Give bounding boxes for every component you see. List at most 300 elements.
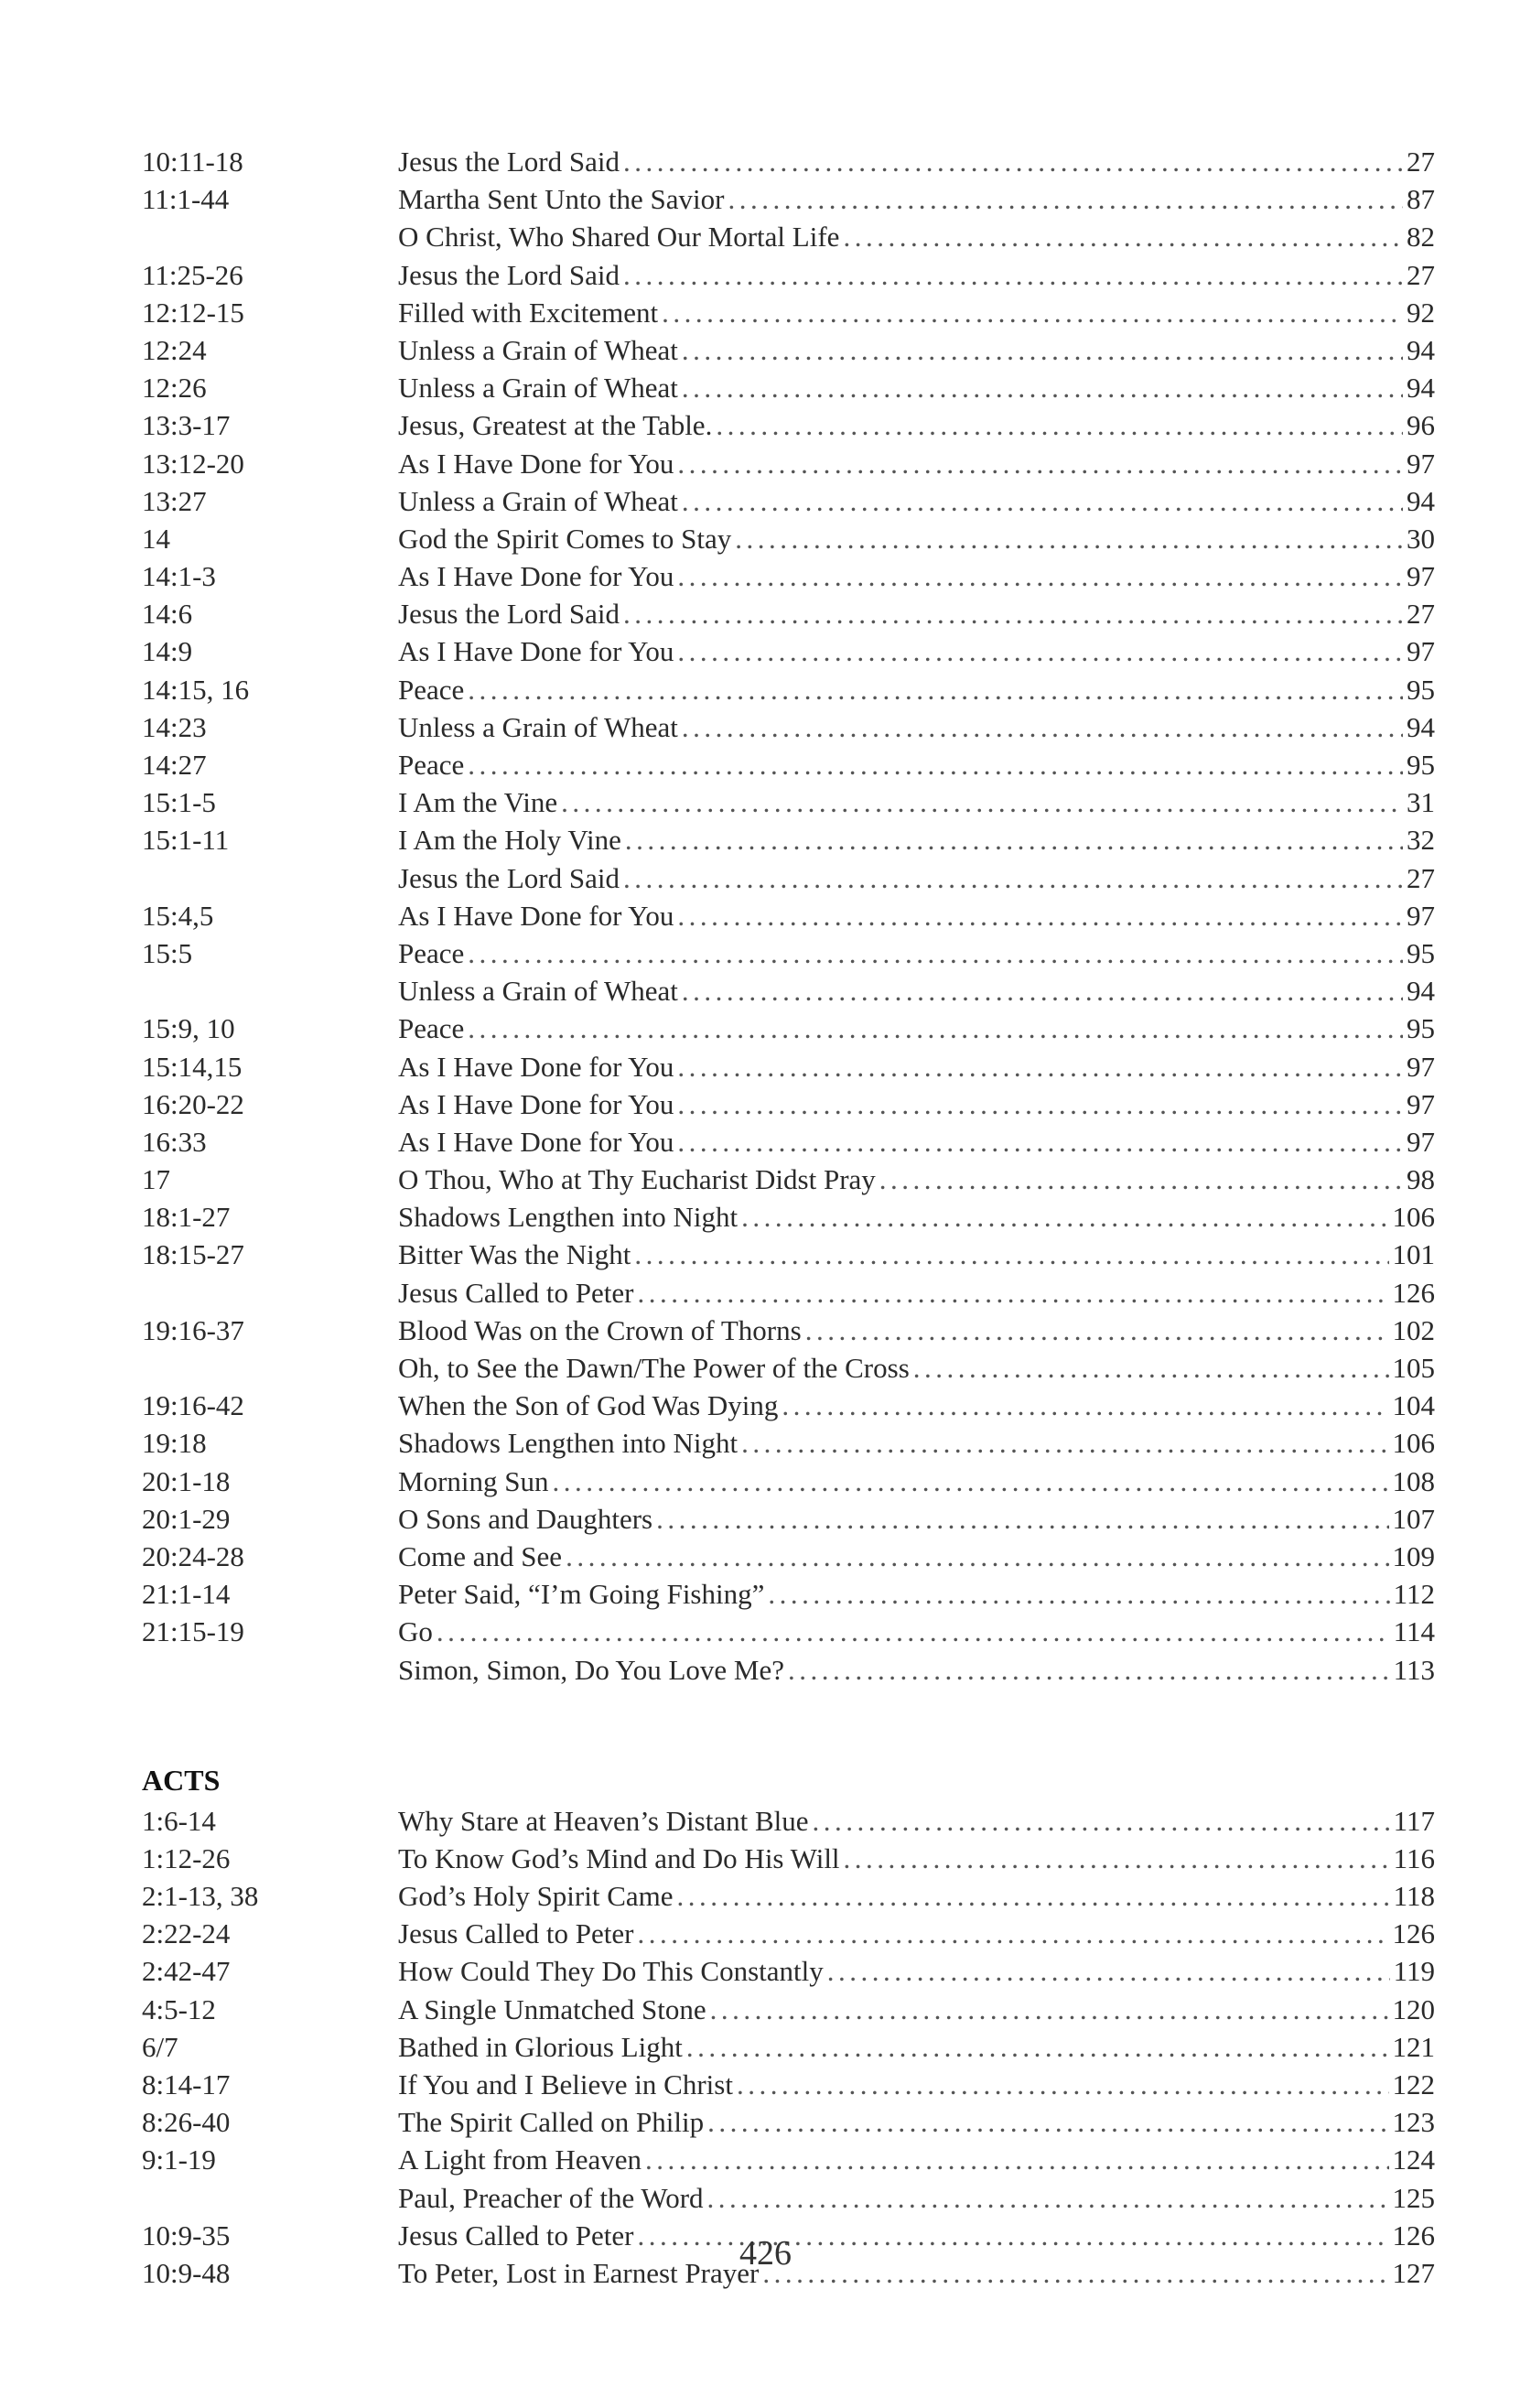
dot-leader: [843, 218, 1403, 255]
scripture-reference: 2:22-24: [142, 1917, 231, 1950]
hymn-entry: [398, 445, 1435, 482]
hymn-title: Jesus Called to Peter: [398, 2219, 634, 2251]
scripture-reference: 1:6-14: [142, 1804, 216, 1837]
hymn-title: I Am the Holy Vine: [398, 824, 621, 857]
hymn-title: Peace: [398, 1012, 465, 1045]
hymn-entry: [398, 520, 1435, 557]
hymn-entry: [398, 2179, 1435, 2217]
scripture-reference: 17: [142, 1163, 170, 1196]
hymn-entry: [398, 783, 1435, 821]
hymn-title: As I Have Done for You: [398, 1087, 674, 1120]
hymn-title: O Sons and Daughters: [398, 1502, 653, 1535]
scripture-reference: 20:1-18: [142, 1464, 231, 1497]
scripture-reference: 11:25-26: [142, 258, 243, 291]
hymn-page-number: 30: [1407, 522, 1435, 555]
index-entry: [142, 1877, 1435, 1915]
hymn-page-number: 120: [1392, 1992, 1435, 2025]
hymn-title: Martha Sent Unto the Savior: [398, 183, 725, 216]
hymn-title: When the Son of God Was Dying: [398, 1389, 779, 1422]
hymn-title: To Peter, Lost in Earnest Prayer: [398, 2256, 760, 2289]
hymn-title: I Am the Vine: [398, 786, 558, 819]
hymn-title: How Could They Do This Constantly: [398, 1955, 824, 1988]
hymn-page-number: 97: [1407, 447, 1435, 480]
index-entry: [142, 1274, 1435, 1312]
scripture-reference: 10:9-48: [142, 2256, 231, 2289]
scripture-reference: 12:24: [142, 333, 207, 366]
hymn-title: Oh, to See the Dawn/The Power of the Cross: [398, 1352, 910, 1384]
hymn-title: Unless a Grain of Wheat: [398, 372, 678, 405]
section-heading: [142, 1762, 1435, 1802]
dot-leader: [741, 1198, 1388, 1236]
index-entry: [142, 1312, 1435, 1349]
hymn-page-number: 127: [1392, 2256, 1435, 2289]
index-entry: [142, 1840, 1435, 1877]
hymn-title: God the Spirit Comes to Stay: [398, 522, 732, 555]
dot-leader: [645, 2141, 1388, 2178]
index-entry: [142, 1613, 1435, 1650]
hymn-page-number: 97: [1407, 560, 1435, 593]
dot-leader: [677, 1123, 1403, 1161]
hymn-page-number: 126: [1392, 2219, 1435, 2251]
scripture-reference: 18:1-27: [142, 1201, 231, 1234]
index-entry: [142, 671, 1435, 708]
dot-leader: [634, 1236, 1388, 1273]
dot-leader: [682, 331, 1403, 369]
index-entry: [142, 1424, 1435, 1462]
hymn-title: Shadows Lengthen into Night: [398, 1201, 739, 1234]
hymn-title: As I Have Done for You: [398, 560, 674, 593]
index-entry: [142, 2179, 1435, 2217]
dot-leader: [677, 1048, 1403, 1085]
hymn-entry: [398, 2066, 1435, 2103]
hymn-entry: [398, 482, 1435, 520]
hymn-title: If You and I Believe in Christ: [398, 2068, 733, 2100]
hymn-page-number: 95: [1407, 936, 1435, 969]
hymn-entry: [398, 595, 1435, 632]
index-entry: [142, 1463, 1435, 1500]
scripture-reference: 10:11-18: [142, 146, 243, 178]
hymn-title: Unless a Grain of Wheat: [398, 333, 678, 366]
dot-leader: [728, 180, 1403, 218]
hymn-title: Jesus, Greatest at the Table.: [398, 409, 713, 442]
dot-leader: [623, 595, 1403, 632]
dot-leader: [637, 1274, 1388, 1312]
index-entry: [142, 897, 1435, 934]
scripture-reference: 19:16-37: [142, 1313, 244, 1346]
hymn-entry: [398, 1915, 1435, 1952]
dot-leader: [677, 1877, 1390, 1915]
hymn-entry: [398, 294, 1435, 331]
scripture-reference: 9:1-19: [142, 2143, 216, 2176]
scripture-reference: 21:15-19: [142, 1615, 244, 1648]
hymn-title: Unless a Grain of Wheat: [398, 710, 678, 743]
index-entry: [142, 934, 1435, 972]
hymn-entry: [398, 1500, 1435, 1538]
hymn-page-number: 126: [1392, 1276, 1435, 1309]
dot-leader: [707, 2103, 1388, 2141]
hymn-page-number: 31: [1407, 786, 1435, 819]
hymn-page-number: 113: [1393, 1653, 1435, 1686]
hymn-page-number: 122: [1392, 2068, 1435, 2100]
hymn-entry: [398, 1802, 1435, 1840]
hymn-title: The Spirit Called on Philip: [398, 2106, 705, 2139]
index-entry: [142, 1085, 1435, 1123]
hymn-page-number: 104: [1392, 1389, 1435, 1422]
hymn-page-number: 97: [1407, 1087, 1435, 1120]
scripture-reference: 14: [142, 522, 170, 555]
dot-leader: [682, 369, 1403, 406]
index-entry: [142, 1575, 1435, 1613]
hymn-page-number: 106: [1392, 1427, 1435, 1460]
hymn-entry: [398, 1085, 1435, 1123]
dot-leader: [625, 821, 1403, 858]
hymn-page-number: 27: [1407, 861, 1435, 894]
hymn-entry: [398, 1236, 1435, 1273]
hymn-entry: [398, 1010, 1435, 1047]
hymn-title: Go: [398, 1615, 433, 1648]
scripture-reference: 12:12-15: [142, 296, 244, 329]
scripture-reference: 1:12-26: [142, 1841, 231, 1874]
dot-leader: [468, 1010, 1403, 1047]
scripture-reference: 8:26-40: [142, 2106, 231, 2139]
hymn-entry: [398, 406, 1435, 444]
dot-leader: [623, 859, 1403, 897]
hymn-title: Why Stare at Heaven’s Distant Blue: [398, 1804, 809, 1837]
index-entry: [142, 143, 1435, 180]
dot-leader: [707, 2179, 1389, 2217]
dot-leader: [913, 1349, 1389, 1387]
hymn-entry: [398, 256, 1435, 294]
dot-leader: [468, 746, 1403, 783]
index-entry: [142, 2066, 1435, 2103]
section-title: ACTS: [142, 1763, 221, 1797]
hymn-page-number: 94: [1407, 975, 1435, 1008]
dot-leader: [677, 445, 1403, 482]
scripture-reference: 20:24-28: [142, 1539, 244, 1572]
dot-leader: [737, 2066, 1389, 2103]
hymn-title: Peace: [398, 673, 465, 706]
hymn-title: Blood Was on the Crown of Thorns: [398, 1313, 802, 1346]
hymn-title: Jesus Called to Peter: [398, 1276, 634, 1309]
hymn-title: A Single Unmatched Stone: [398, 1992, 706, 2025]
index-entry: [142, 218, 1435, 255]
dot-leader: [844, 1840, 1390, 1877]
dot-leader: [561, 783, 1403, 821]
hymn-title: As I Have Done for You: [398, 1125, 674, 1158]
index-entry: [142, 406, 1435, 444]
scripture-index-list: [142, 143, 1435, 2292]
hymn-title: A Light from Heaven: [398, 2143, 642, 2176]
hymn-entry: [398, 2103, 1435, 2141]
scripture-reference: 14:15, 16: [142, 673, 250, 706]
scripture-reference: 14:6: [142, 598, 193, 631]
index-entry: [142, 1952, 1435, 1990]
scripture-reference: 18:15-27: [142, 1238, 244, 1271]
dot-leader: [716, 406, 1403, 444]
hymn-page-number: 106: [1392, 1201, 1435, 1234]
dot-leader: [677, 1085, 1403, 1123]
dot-leader: [805, 1312, 1389, 1349]
dot-leader: [879, 1161, 1403, 1198]
hymn-title: Filled with Excitement: [398, 296, 659, 329]
index-entry: [142, 1802, 1435, 1840]
hymn-page-number: 27: [1407, 598, 1435, 631]
hymn-entry: [398, 2028, 1435, 2066]
hymn-page-number: 114: [1393, 1615, 1435, 1648]
hymn-entry: [398, 1463, 1435, 1500]
hymn-page-number: 98: [1407, 1163, 1435, 1196]
hymn-entry: [398, 821, 1435, 858]
index-entry: [142, 595, 1435, 632]
hymn-entry: [398, 1387, 1435, 1424]
hymn-entry: [398, 1349, 1435, 1387]
dot-leader: [437, 1613, 1390, 1650]
index-entry: [142, 972, 1435, 1010]
hymn-title: Jesus Called to Peter: [398, 1917, 634, 1950]
index-entry: [142, 1349, 1435, 1387]
index-entry: [142, 859, 1435, 897]
dot-leader: [623, 143, 1403, 180]
dot-leader: [782, 1387, 1388, 1424]
hymn-entry: [398, 1952, 1435, 1990]
dot-leader: [637, 1915, 1388, 1952]
hymn-page-number: 123: [1392, 2106, 1435, 2139]
hymn-title: Peace: [398, 936, 465, 969]
hymn-entry: [398, 218, 1435, 255]
index-entry: [142, 1915, 1435, 1952]
hymn-entry: [398, 746, 1435, 783]
hymn-page-number: 119: [1393, 1955, 1435, 1988]
index-entry: [142, 557, 1435, 595]
scripture-reference: 14:1-3: [142, 560, 216, 593]
dot-leader: [468, 934, 1403, 972]
scripture-reference: 14:9: [142, 635, 193, 668]
hymn-title: Shadows Lengthen into Night: [398, 1427, 739, 1460]
dot-leader: [656, 1500, 1388, 1538]
hymn-page-number: 112: [1393, 1578, 1435, 1611]
dot-leader: [735, 520, 1403, 557]
hymn-entry: [398, 1575, 1435, 1613]
hymn-page-number: 97: [1407, 1125, 1435, 1158]
hymn-page-number: 87: [1407, 183, 1435, 216]
hymn-title: Simon, Simon, Do You Love Me?: [398, 1653, 784, 1686]
hymn-page-number: 94: [1407, 484, 1435, 517]
scripture-reference: 11:1-44: [142, 183, 230, 216]
index-entry: [142, 1500, 1435, 1538]
hymn-entry: [398, 1840, 1435, 1877]
index-entry: [142, 482, 1435, 520]
dot-leader: [623, 256, 1403, 294]
page-number: 426: [739, 2234, 792, 2273]
hymn-page-number: 27: [1407, 258, 1435, 291]
hymn-entry: [398, 1123, 1435, 1161]
index-entry: [142, 1387, 1435, 1424]
dot-leader: [677, 897, 1403, 934]
hymn-page-number: 95: [1407, 749, 1435, 781]
scripture-reference: 19:18: [142, 1427, 207, 1460]
hymn-page-number: 95: [1407, 1012, 1435, 1045]
index-entry: [142, 1538, 1435, 1575]
hymn-title: To Know God’s Mind and Do His Will: [398, 1841, 840, 1874]
scripture-reference: 16:20-22: [142, 1087, 244, 1120]
index-entry: [142, 2028, 1435, 2066]
dot-leader: [682, 482, 1403, 520]
dot-leader: [813, 1802, 1390, 1840]
hymn-page-number: 108: [1392, 1464, 1435, 1497]
hymn-page-number: 94: [1407, 333, 1435, 366]
hymn-page-number: 124: [1392, 2143, 1435, 2176]
index-entry: [142, 520, 1435, 557]
scripture-reference: 13:3-17: [142, 409, 231, 442]
hymn-page-number: 107: [1392, 1502, 1435, 1535]
scripture-reference: 14:27: [142, 749, 207, 781]
scripture-reference: 4:5-12: [142, 1992, 216, 2025]
hymn-page-number: 96: [1407, 409, 1435, 442]
hymn-page-number: 32: [1407, 824, 1435, 857]
dot-leader: [682, 972, 1403, 1010]
index-entry: [142, 256, 1435, 294]
hymn-page-number: 102: [1392, 1313, 1435, 1346]
hymn-title: O Christ, Who Shared Our Mortal Life: [398, 221, 840, 254]
dot-leader: [662, 294, 1403, 331]
dot-leader: [686, 2028, 1389, 2066]
scripture-reference: 2:1-13, 38: [142, 1880, 259, 1913]
hymn-entry: [398, 1651, 1435, 1689]
index-entry: [142, 180, 1435, 218]
hymn-title: Jesus the Lord Said: [398, 861, 620, 894]
scripture-reference: 15:4,5: [142, 899, 214, 932]
hymn-entry: [398, 1274, 1435, 1312]
hymn-entry: [398, 1424, 1435, 1462]
scripture-reference: 8:14-17: [142, 2068, 231, 2100]
hymn-title: Jesus the Lord Said: [398, 146, 620, 178]
hymn-entry: [398, 1048, 1435, 1085]
hymn-title: As I Have Done for You: [398, 635, 674, 668]
hymn-title: Morning Sun: [398, 1464, 549, 1497]
index-entry: [142, 1198, 1435, 1236]
index-entry: [142, 445, 1435, 482]
hymn-entry: [398, 331, 1435, 369]
hymn-entry: [398, 972, 1435, 1010]
hymn-title: As I Have Done for You: [398, 899, 674, 932]
hymn-page-number: 116: [1393, 1841, 1435, 1874]
dot-leader: [677, 557, 1403, 595]
dot-leader: [741, 1424, 1388, 1462]
hymn-entry: [398, 934, 1435, 972]
scripture-reference: 20:1-29: [142, 1502, 231, 1535]
dot-leader: [677, 632, 1403, 670]
dot-leader: [468, 671, 1403, 708]
hymn-page-number: 94: [1407, 710, 1435, 743]
hymn-entry: [398, 1991, 1435, 2028]
hymn-entry: [398, 859, 1435, 897]
hymn-entry: [398, 180, 1435, 218]
hymn-page-number: 126: [1392, 1917, 1435, 1950]
index-entry: [142, 821, 1435, 858]
hymn-page-number: 117: [1393, 1804, 1435, 1837]
scripture-reference: 12:26: [142, 372, 207, 405]
hymn-title: Unless a Grain of Wheat: [398, 484, 678, 517]
scripture-reference: 16:33: [142, 1125, 207, 1158]
hymn-entry: [398, 1198, 1435, 1236]
hymn-title: As I Have Done for You: [398, 1050, 674, 1083]
index-entry: [142, 369, 1435, 406]
index-entry: [142, 1048, 1435, 1085]
hymn-title: God’s Holy Spirit Came: [398, 1880, 674, 1913]
scripture-reference: 15:1-5: [142, 786, 216, 819]
index-entry: [142, 1236, 1435, 1273]
section-spacer: [142, 1689, 1435, 1762]
hymn-title: O Thou, Who at Thy Eucharist Didst Pray: [398, 1163, 876, 1196]
hymn-title: Jesus the Lord Said: [398, 258, 620, 291]
scripture-reference: 15:1-11: [142, 824, 230, 857]
hymn-page-number: 27: [1407, 146, 1435, 178]
hymn-page-number: 105: [1392, 1352, 1435, 1384]
dot-leader: [566, 1538, 1388, 1575]
index-entry: [142, 1010, 1435, 1047]
hymn-page-number: 94: [1407, 372, 1435, 405]
hymn-title: Unless a Grain of Wheat: [398, 975, 678, 1008]
hymn-entry: [398, 557, 1435, 595]
index-entry: [142, 1991, 1435, 2028]
hymn-entry: [398, 143, 1435, 180]
hymn-page-number: 118: [1393, 1880, 1435, 1913]
hymn-title: Jesus the Lord Said: [398, 598, 620, 631]
hymn-title: Paul, Preacher of the Word: [398, 2181, 704, 2214]
hymn-page-number: 82: [1407, 221, 1435, 254]
hymn-page-number: 109: [1392, 1539, 1435, 1572]
hymn-entry: [398, 897, 1435, 934]
hymn-page-number: 101: [1392, 1238, 1435, 1271]
hymn-title: Bathed in Glorious Light: [398, 2030, 683, 2063]
scripture-reference: 6/7: [142, 2030, 178, 2063]
dot-leader: [682, 708, 1403, 746]
hymn-page-number: 95: [1407, 673, 1435, 706]
index-entry: [142, 632, 1435, 670]
hymn-title: Come and See: [398, 1539, 563, 1572]
scripture-reference: 15:14,15: [142, 1050, 243, 1083]
hymn-entry: [398, 1538, 1435, 1575]
index-entry: [142, 1123, 1435, 1161]
scripture-reference: 13:27: [142, 484, 207, 517]
index-entry: [142, 746, 1435, 783]
hymn-entry: [398, 708, 1435, 746]
scripture-reference: 14:23: [142, 710, 207, 743]
dot-leader: [788, 1651, 1390, 1689]
scripture-reference: 19:16-42: [142, 1389, 244, 1422]
hymn-page-number: 97: [1407, 635, 1435, 668]
hymn-entry: [398, 671, 1435, 708]
hymn-title: Peace: [398, 749, 465, 781]
index-entry: [142, 331, 1435, 369]
hymn-entry: [398, 632, 1435, 670]
hymn-entry: [398, 2141, 1435, 2178]
index-entry: [142, 708, 1435, 746]
hymn-entry: [398, 369, 1435, 406]
hymn-title: Peter Said, “I’m Going Fishing”: [398, 1578, 765, 1611]
index-entry: [142, 294, 1435, 331]
hymn-entry: [398, 1877, 1435, 1915]
scripture-reference: 10:9-35: [142, 2219, 231, 2251]
hymn-page-number: 97: [1407, 1050, 1435, 1083]
hymn-entry: [398, 1613, 1435, 1650]
index-entry: [142, 1651, 1435, 1689]
scripture-reference: 15:5: [142, 936, 193, 969]
dot-leader: [553, 1463, 1389, 1500]
index-entry: [142, 1161, 1435, 1198]
index-entry: [142, 783, 1435, 821]
dot-leader: [827, 1952, 1390, 1990]
